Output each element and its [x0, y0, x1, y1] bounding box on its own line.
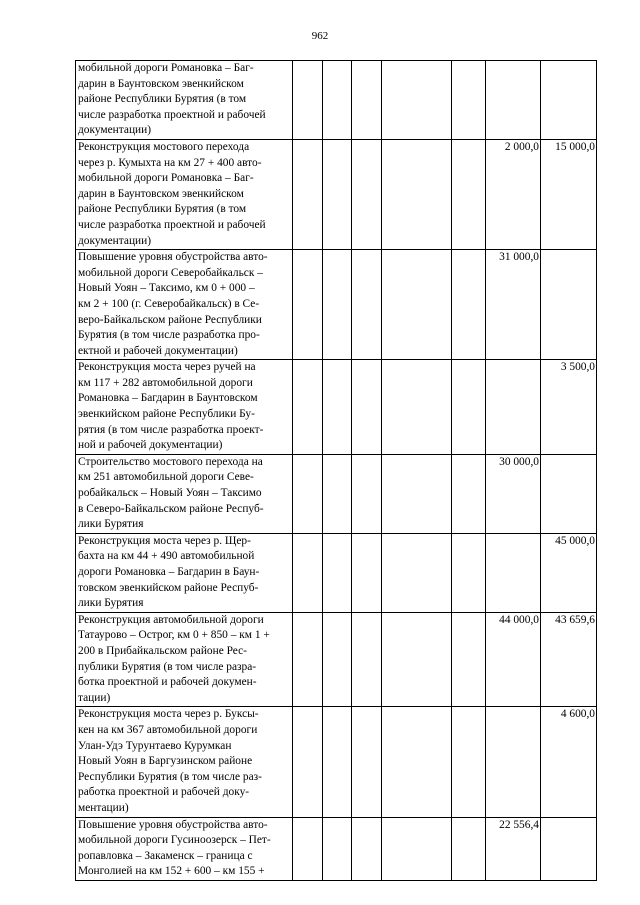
row-description: [76, 250, 293, 360]
description-line: лики Бурятия: [78, 518, 144, 531]
empty-cell: [452, 533, 486, 612]
empty-cell: [452, 360, 486, 455]
value-cell-col7: 44 000,0: [486, 612, 541, 707]
empty-cell: [352, 707, 382, 817]
row-description: [76, 612, 293, 707]
empty-cell: [352, 454, 382, 533]
table-row: [76, 250, 597, 360]
empty-cell: [382, 707, 452, 817]
empty-cell: [293, 817, 323, 880]
description-line: 200 в Прибайкальском районе Рес-: [78, 644, 247, 657]
description-line: Монголией на км 152 + 600 – км 155 +: [78, 865, 265, 878]
empty-cell: [293, 707, 323, 817]
description-line: через р. Кумыхта на км 27 + 400 авто-: [78, 156, 262, 169]
value-cell-col7: 2 000,0: [486, 139, 541, 249]
description-line: дарин в Баунтовском эвенкийском: [78, 187, 244, 200]
table-row: [76, 533, 597, 612]
table-row: [76, 61, 597, 140]
empty-cell: [323, 817, 352, 880]
empty-cell: [293, 533, 323, 612]
empty-cell: [352, 533, 382, 612]
description-line: числе разработка проектной и рабочей: [78, 108, 266, 121]
value-cell-col7: [486, 61, 541, 140]
empty-cell: [293, 61, 323, 140]
description-line: км 2 + 100 (г. Северобайкальск) в Се-: [78, 297, 260, 310]
description-line: Татаурово – Острог, км 0 + 850 – км 1 +: [78, 629, 270, 642]
description-line: Реконструкция моста через р. Буксы-: [78, 708, 259, 721]
value-cell-col8: 4 600,0: [541, 707, 597, 817]
empty-cell: [323, 360, 352, 455]
empty-cell: [352, 612, 382, 707]
empty-cell: [382, 454, 452, 533]
value-cell-col7: 30 000,0: [486, 454, 541, 533]
description-line: Новый Уоян – Таксимо, км 0 + 000 –: [78, 282, 255, 295]
empty-cell: [323, 533, 352, 612]
description-line: Строительство мостового перехода на: [78, 455, 263, 468]
description-line: веро-Байкальском районе Республики: [78, 313, 262, 326]
empty-cell: [293, 139, 323, 249]
description-line: бахта на км 44 + 490 автомобильной: [78, 550, 255, 563]
empty-cell: [452, 612, 486, 707]
empty-cell: [382, 61, 452, 140]
value-cell-col7: [486, 533, 541, 612]
description-line: ропавловка – Закаменск – граница с: [78, 849, 253, 862]
empty-cell: [293, 612, 323, 707]
value-cell-col8: 45 000,0: [541, 533, 597, 612]
table-row: [76, 360, 597, 455]
empty-cell: [382, 817, 452, 880]
row-description: [76, 61, 293, 140]
row-description: [76, 139, 293, 249]
description-line: ной и рабочей документации): [78, 439, 223, 452]
empty-cell: [452, 250, 486, 360]
empty-cell: [323, 139, 352, 249]
value-cell-col8: 3 500,0: [541, 360, 597, 455]
empty-cell: [293, 250, 323, 360]
description-line: документации): [78, 234, 152, 247]
description-line: мобильной дороги Романовка – Баг-: [78, 62, 254, 74]
empty-cell: [452, 454, 486, 533]
row-description: [76, 707, 293, 817]
empty-cell: [352, 360, 382, 455]
description-line: ектной и рабочей документации): [78, 344, 238, 357]
description-line: Повышение уровня обустройства авто-: [78, 818, 268, 831]
description-line: дарин в Баунтовском эвенкийском: [78, 77, 244, 90]
row-description: [76, 533, 293, 612]
description-line: Бурятия (в том числе разработка про-: [78, 329, 260, 342]
description-line: ментации): [78, 801, 129, 814]
description-line: Реконструкция автомобильной дороги: [78, 613, 264, 626]
description-line: Повышение уровня обустройства авто-: [78, 251, 268, 264]
empty-cell: [323, 707, 352, 817]
description-line: работка проектной и рабочей доку-: [78, 786, 250, 799]
description-line: робайкальск – Новый Уоян – Таксимо: [78, 487, 262, 500]
description-line: км 117 + 282 автомобильной дороги: [78, 376, 253, 389]
page-number: 962: [311, 30, 329, 42]
row-description: [76, 360, 293, 455]
table-row: [76, 707, 597, 817]
empty-cell: [323, 250, 352, 360]
empty-cell: [452, 817, 486, 880]
row-description: [76, 817, 293, 880]
empty-cell: [382, 360, 452, 455]
description-line: Улан-Удэ Турунтаево Курумкан: [78, 739, 232, 752]
empty-cell: [382, 139, 452, 249]
description-line: Реконструкция мостового перехода: [78, 140, 250, 153]
empty-cell: [323, 612, 352, 707]
empty-cell: [452, 139, 486, 249]
empty-cell: [352, 817, 382, 880]
table-row: [76, 817, 597, 880]
description-line: товском эвенкийском районе Респуб-: [78, 581, 259, 594]
table-row: [76, 139, 597, 249]
budget-table: [75, 60, 597, 881]
description-line: Реконструкция моста через ручей на: [78, 361, 256, 374]
description-line: Романовка – Багдарин в Баунтовском: [78, 392, 258, 405]
table-row: [76, 454, 597, 533]
value-cell-col7: [486, 707, 541, 817]
value-cell-col7: 31 000,0: [486, 250, 541, 360]
description-line: публики Бурятия (в том числе разра-: [78, 660, 257, 673]
description-line: ботка проектной и рабочей докумен-: [78, 676, 257, 689]
empty-cell: [452, 61, 486, 140]
description-line: кен на км 367 автомобильной дороги: [78, 723, 258, 736]
description-line: мобильной дороги Романовка – Баг-: [78, 172, 254, 185]
description-line: документации): [78, 124, 152, 137]
description-line: числе разработка проектной и рабочей: [78, 218, 266, 231]
empty-cell: [352, 139, 382, 249]
description-line: в Северо-Байкальском районе Респуб-: [78, 502, 264, 515]
value-cell-col8: [541, 61, 597, 140]
description-line: лики Бурятия: [78, 597, 144, 610]
empty-cell: [293, 454, 323, 533]
description-line: дороги Романовка – Багдарин в Баун-: [78, 566, 260, 578]
empty-cell: [382, 533, 452, 612]
row-description: [76, 454, 293, 533]
description-line: Реконструкция моста через р. Щер-: [78, 534, 251, 547]
value-cell-col8: 43 659,6: [541, 612, 597, 707]
value-cell-col7: 22 556,4: [486, 817, 541, 880]
description-line: районе Республики Бурятия (в том: [78, 203, 247, 216]
empty-cell: [352, 250, 382, 360]
description-line: Новый Уоян в Баргузинском районе: [78, 755, 253, 768]
description-line: км 251 автомобильной дороги Севе-: [78, 471, 254, 484]
empty-cell: [323, 61, 352, 140]
empty-cell: [382, 612, 452, 707]
empty-cell: [323, 454, 352, 533]
value-cell-col8: [541, 454, 597, 533]
value-cell-col8: [541, 250, 597, 360]
description-line: Республики Бурятия (в том числе раз-: [78, 770, 262, 783]
table-row: [76, 612, 597, 707]
description-line: рятия (в том числе разработка проект-: [78, 423, 264, 436]
empty-cell: [452, 707, 486, 817]
empty-cell: [293, 360, 323, 455]
value-cell-col7: [486, 360, 541, 455]
value-cell-col8: [541, 817, 597, 880]
description-line: мобильной дороги Северобайкальск –: [78, 266, 263, 279]
description-line: мобильной дороги Гусиноозерск – Пет-: [78, 834, 271, 847]
empty-cell: [382, 250, 452, 360]
empty-cell: [352, 61, 382, 140]
description-line: эвенкийском районе Республики Бу-: [78, 408, 255, 421]
description-line: тации): [78, 691, 111, 704]
value-cell-col8: 15 000,0: [541, 139, 597, 249]
description-line: районе Республики Бурятия (в том: [78, 93, 247, 106]
